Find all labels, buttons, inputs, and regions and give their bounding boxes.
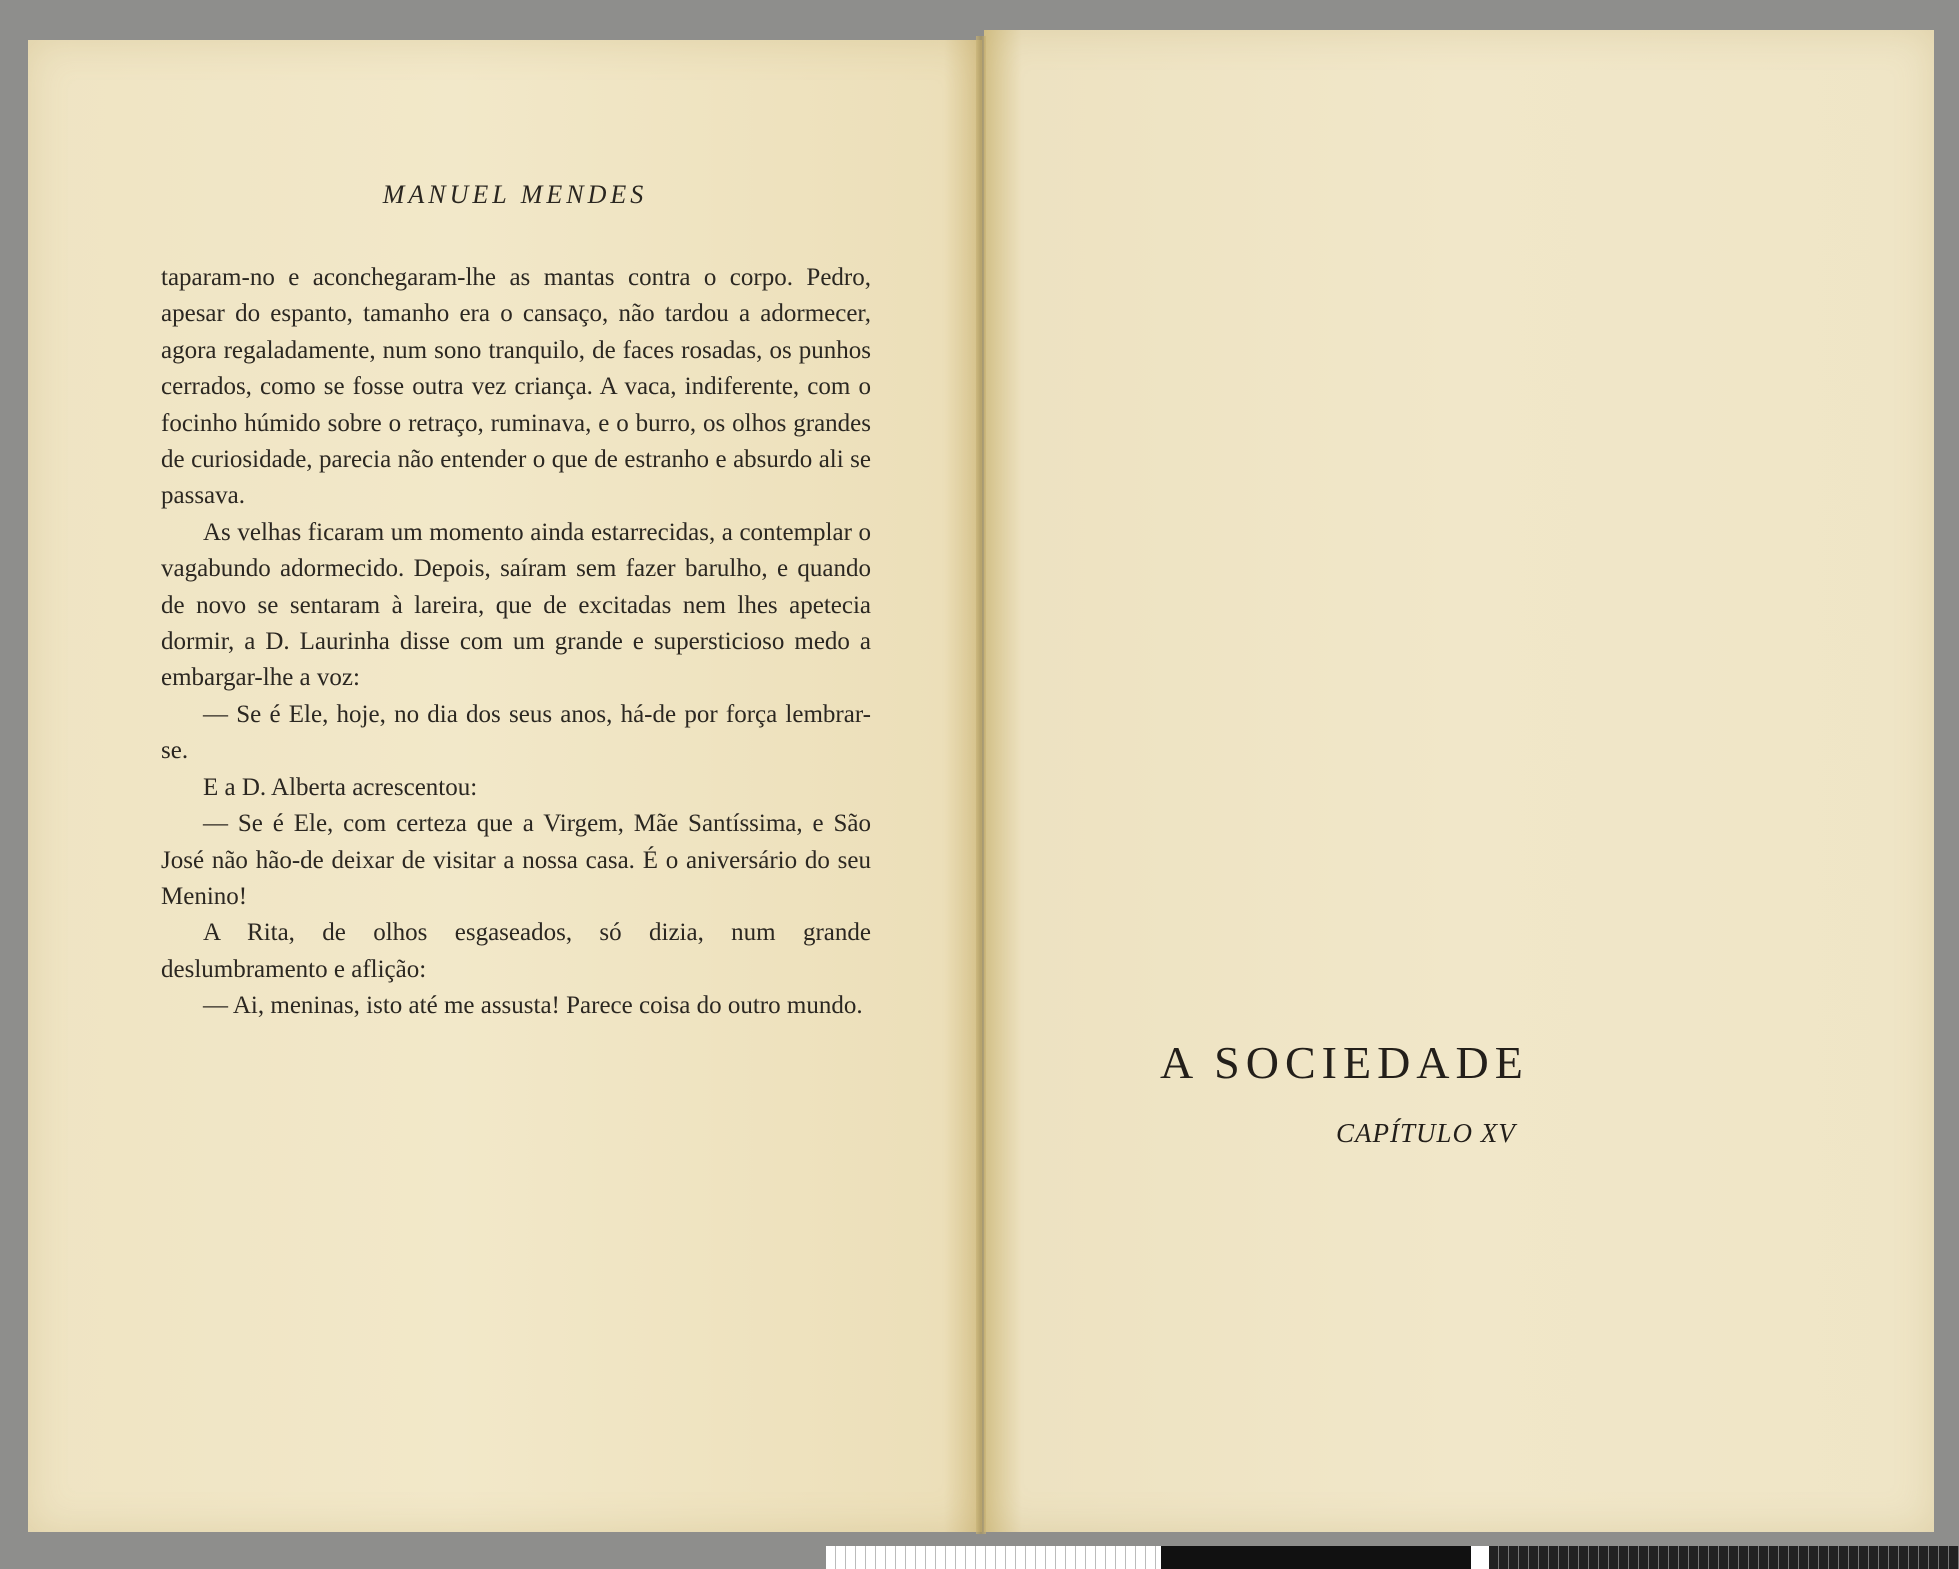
paragraph-3: — Se é Ele, hoje, no dia dos seus anos, há-de por força lembrar-se.	[161, 700, 871, 765]
ruler-black-segment	[1161, 1546, 1471, 1569]
ruler-white-segment-2	[1471, 1546, 1489, 1569]
chapter-title: A SOCIEDADE	[1160, 1037, 1529, 1088]
paragraph-1: taparam-no e aconchegaram-lhe as mantas contra o corpo. Pedro, apesar do espanto, tamanho era o cansaço, não tardou a adormecer, agora regaladamente, num sono tranquilo, de faces rosadas, os punhos cerrados, como se fosse outra vez criança. A vaca, indiferente, com o focinho húmido sobre o retraço, ruminava, e o burro, os olhos grandes de curiosidade, parecia não entender o que de estranho e absurdo ali se passava.	[161, 264, 871, 510]
paragraph-4: E a D. Alberta acrescentou:	[203, 773, 478, 801]
running-head: MANUEL MENDES	[382, 180, 648, 209]
chapter-subtitle: CAPÍTULO XV	[1336, 1118, 1516, 1148]
book-gutter	[976, 36, 986, 1534]
right-page	[984, 30, 1934, 1532]
ruler-black-segment-2	[1489, 1546, 1959, 1569]
paragraph-2: As velhas ficaram um momento ainda estarrecidas, a contemplar o vagabundo adormecido. Depois, saíram sem fazer barulho, e quando de novo se sentaram à lareira, que de excitadas nem lhes apetecia dormir, a D. Laurinha disse com um grande e supersticioso medo a embargar-lhe a voz:	[161, 518, 871, 692]
body-text	[161, 260, 871, 1025]
color-scale-ruler	[826, 1546, 1959, 1569]
ruler-white-segment	[826, 1546, 1161, 1569]
paragraph-6: A Rita, de olhos esgaseados, só dizia, num grande deslumbramento e aflição:	[161, 919, 871, 983]
paragraph-7: — Ai, meninas, isto até me assusta! Parece coisa do outro mundo.	[203, 992, 863, 1020]
paragraph-5: — Se é Ele, com certeza que a Virgem, Mãe Santíssima, e São José não hão-de deixar de visitar a nossa casa. É o aniversário do seu Menino!	[161, 810, 871, 910]
